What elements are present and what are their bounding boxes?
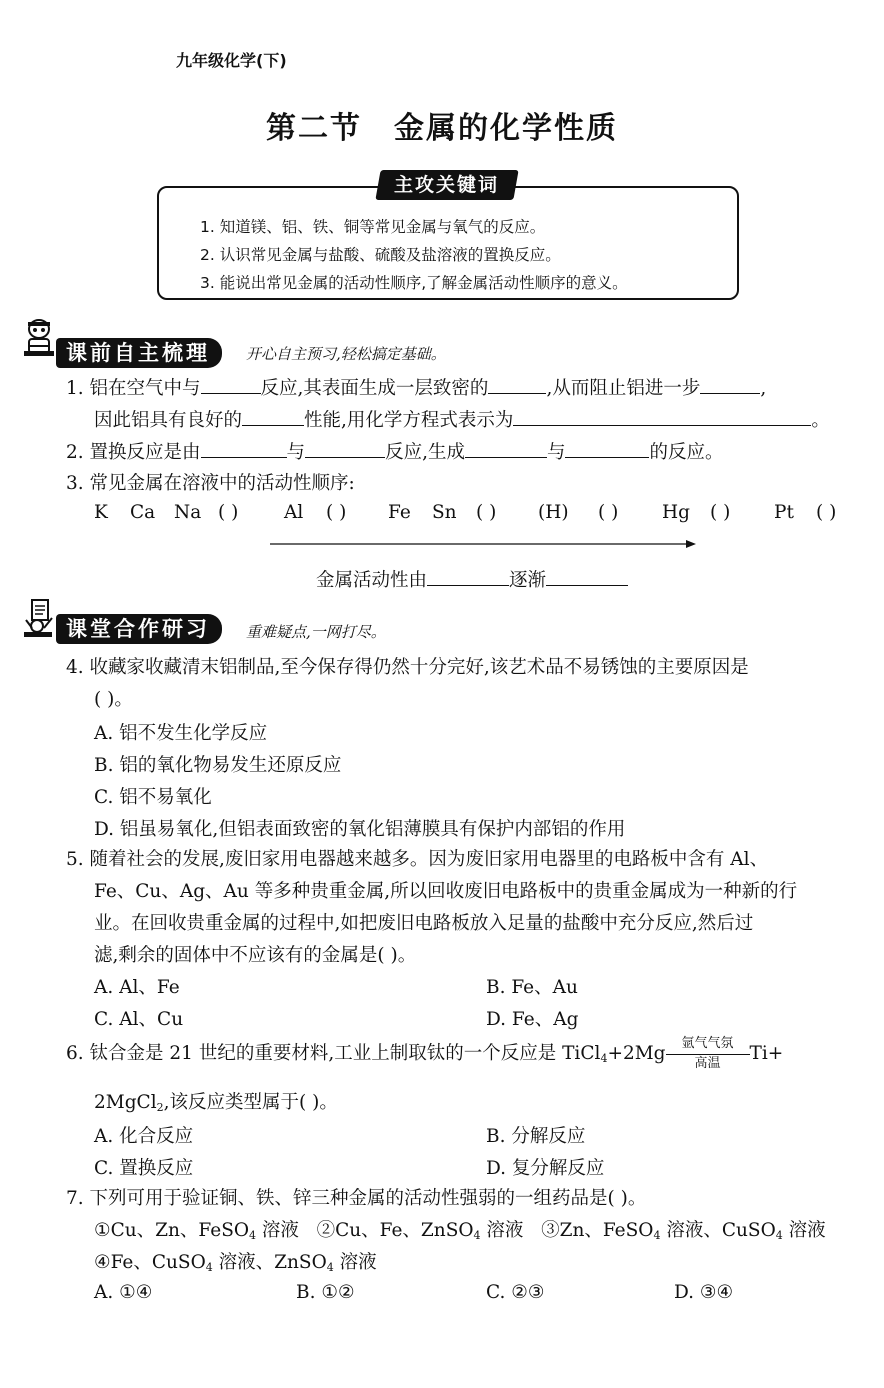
option-c[interactable]: C. 置换反应	[94, 1158, 194, 1179]
keywords-badge: 主攻关键词	[375, 170, 518, 200]
answer-blank[interactable]	[565, 437, 649, 458]
series-blank[interactable]: ( )	[598, 502, 619, 523]
option-d[interactable]: D. Fe、Ag	[486, 1009, 579, 1030]
running-header: 九年级化学(下)	[176, 51, 287, 70]
question-5-line: 滤,剩余的固体中不应该有的金属是( )。	[94, 945, 417, 966]
series-blank[interactable]: ( )	[218, 502, 239, 523]
question-7-reagents-line-2: ④Fe、CuSO$_4$ 溶液、ZnSO$_4$ 溶液	[94, 1252, 377, 1274]
mascot-notebook-icon	[22, 598, 56, 638]
answer-blank[interactable]	[201, 373, 261, 394]
series-blank[interactable]: ( )	[326, 502, 347, 523]
series-item: (H)	[538, 502, 569, 523]
section-subtitle: 重难疑点,一网打尽。	[246, 623, 386, 641]
answer-blank[interactable]	[700, 373, 760, 394]
option-b[interactable]: B. ①②	[296, 1282, 355, 1303]
keyword-item: 1. 知道镁、铝、铁、铜等常见金属与氧气的反应。	[200, 218, 546, 236]
option-d[interactable]: D. 铝虽易氧化,但铝表面致密的氧化铝薄膜具有保护内部铝的作用	[94, 819, 626, 840]
series-item: Al	[284, 502, 304, 523]
question-4-answer-paren[interactable]: ( )。	[94, 689, 133, 710]
answer-blank[interactable]	[242, 405, 304, 426]
option-a[interactable]: A. Al、Fe	[94, 977, 180, 998]
answer-blank[interactable]	[546, 565, 628, 586]
reaction-condition: $\frac{\text{氩气气氛}}{\text{高温}}$	[666, 1036, 750, 1072]
option-c[interactable]: C. ②③	[486, 1282, 545, 1303]
page-title	[0, 103, 884, 147]
option-c[interactable]: C. Al、Cu	[94, 1009, 184, 1030]
activity-series	[94, 502, 866, 528]
series-blank[interactable]: ( )	[476, 502, 497, 523]
question-5-line: 5. 随着社会的发展,废旧家用电器越来越多。因为废旧家用电器里的电路板中含有 Al、	[66, 849, 769, 870]
direction-arrow	[270, 538, 696, 550]
section-badge-classwork: 课堂合作研习	[56, 614, 222, 644]
keyword-item: 2. 认识常见金属与盐酸、硫酸及盐溶液的置换反应。	[200, 246, 561, 264]
option-a[interactable]: A. 铝不发生化学反应	[94, 723, 268, 744]
series-item: K	[94, 502, 108, 523]
answer-blank[interactable]	[465, 437, 547, 458]
section-subtitle: 开心自主预习,轻松搞定基础。	[246, 345, 446, 363]
question-7-stem: 7. 下列可用于验证铜、铁、锌三种金属的活动性强弱的一组药品是( )。	[66, 1188, 647, 1209]
option-d[interactable]: D. 复分解反应	[486, 1158, 605, 1179]
option-c[interactable]: C. 铝不易氧化	[94, 787, 212, 808]
answer-blank[interactable]	[488, 373, 546, 394]
question-5-line: 业。在回收贵重金属的过程中,如把废旧电路板放入足量的盐酸中充分反应,然后过	[94, 913, 754, 934]
answer-blank[interactable]	[201, 437, 287, 458]
section-number: 第二节	[266, 111, 362, 146]
series-blank[interactable]: ( )	[710, 502, 731, 523]
section-title: 金属的化学性质	[394, 111, 618, 146]
question-6-line-2: 2MgCl$_2$,该反应类型属于( )。	[94, 1092, 338, 1114]
question-4-stem: 4. 收藏家收藏清末铝制品,至今保存得仍然十分完好,该艺术品不易锈蚀的主要原因是	[66, 657, 749, 678]
answer-blank[interactable]	[427, 565, 509, 586]
series-blank[interactable]: ( )	[816, 502, 837, 523]
section-badge-preview: 课前自主梳理	[56, 338, 222, 368]
option-b[interactable]: B. 分解反应	[486, 1126, 586, 1147]
answer-blank[interactable]	[513, 405, 811, 426]
question-5-line: Fe、Cu、Ag、Au 等多种贵重金属,所以回收废旧电路板中的贵重金属成为一种新的行	[94, 881, 798, 902]
option-b[interactable]: B. 铝的氧化物易发生还原反应	[94, 755, 342, 776]
option-a[interactable]: A. 化合反应	[94, 1126, 194, 1147]
series-item: Pt	[774, 502, 794, 523]
option-d[interactable]: D. ③④	[674, 1282, 734, 1303]
question-2: 2. 置换反应是由 与 反应,生成 与 的反应。	[66, 437, 723, 468]
mascot-reading-icon	[22, 318, 56, 358]
option-b[interactable]: B. Fe、Au	[486, 977, 578, 998]
question-3-stem: 3. 常见金属在溶液中的活动性顺序:	[66, 473, 355, 494]
series-item: Sn	[432, 502, 457, 523]
question-1-line-2: 因此铝具有良好的 性能,用化学方程式表示为 。	[94, 405, 830, 436]
option-a[interactable]: A. ①④	[94, 1282, 153, 1303]
activity-caption: 金属活动性由 逐渐	[316, 565, 628, 596]
series-item: Na	[174, 502, 202, 523]
question-1-line-1: 1. 铝在空气中与 反应,其表面生成一层致密的 ,从而阻止铝进一步 ,	[66, 373, 766, 404]
keyword-item: 3. 能说出常见金属的活动性顺序,了解金属活动性顺序的意义。	[200, 274, 628, 292]
question-7-reagents-line-1: ①Cu、Zn、FeSO$_4$ 溶液 ②Cu、Fe、ZnSO$_4$ 溶液 ③Zn、FeSO$_4$ 溶液、CuSO$_4$ 溶液	[94, 1220, 826, 1242]
question-6-line-1: 6. 钛合金是 21 世纪的重要材料,工业上制取钛的一个反应是 TiCl$_4$+2Mg $\frac{\text{氩气气氛}}{\text{高温}}$ Ti+	[66, 1036, 784, 1071]
series-item: Fe	[388, 502, 411, 523]
series-item: Ca	[130, 502, 156, 523]
series-item: Hg	[662, 502, 690, 523]
answer-blank[interactable]	[305, 437, 385, 458]
